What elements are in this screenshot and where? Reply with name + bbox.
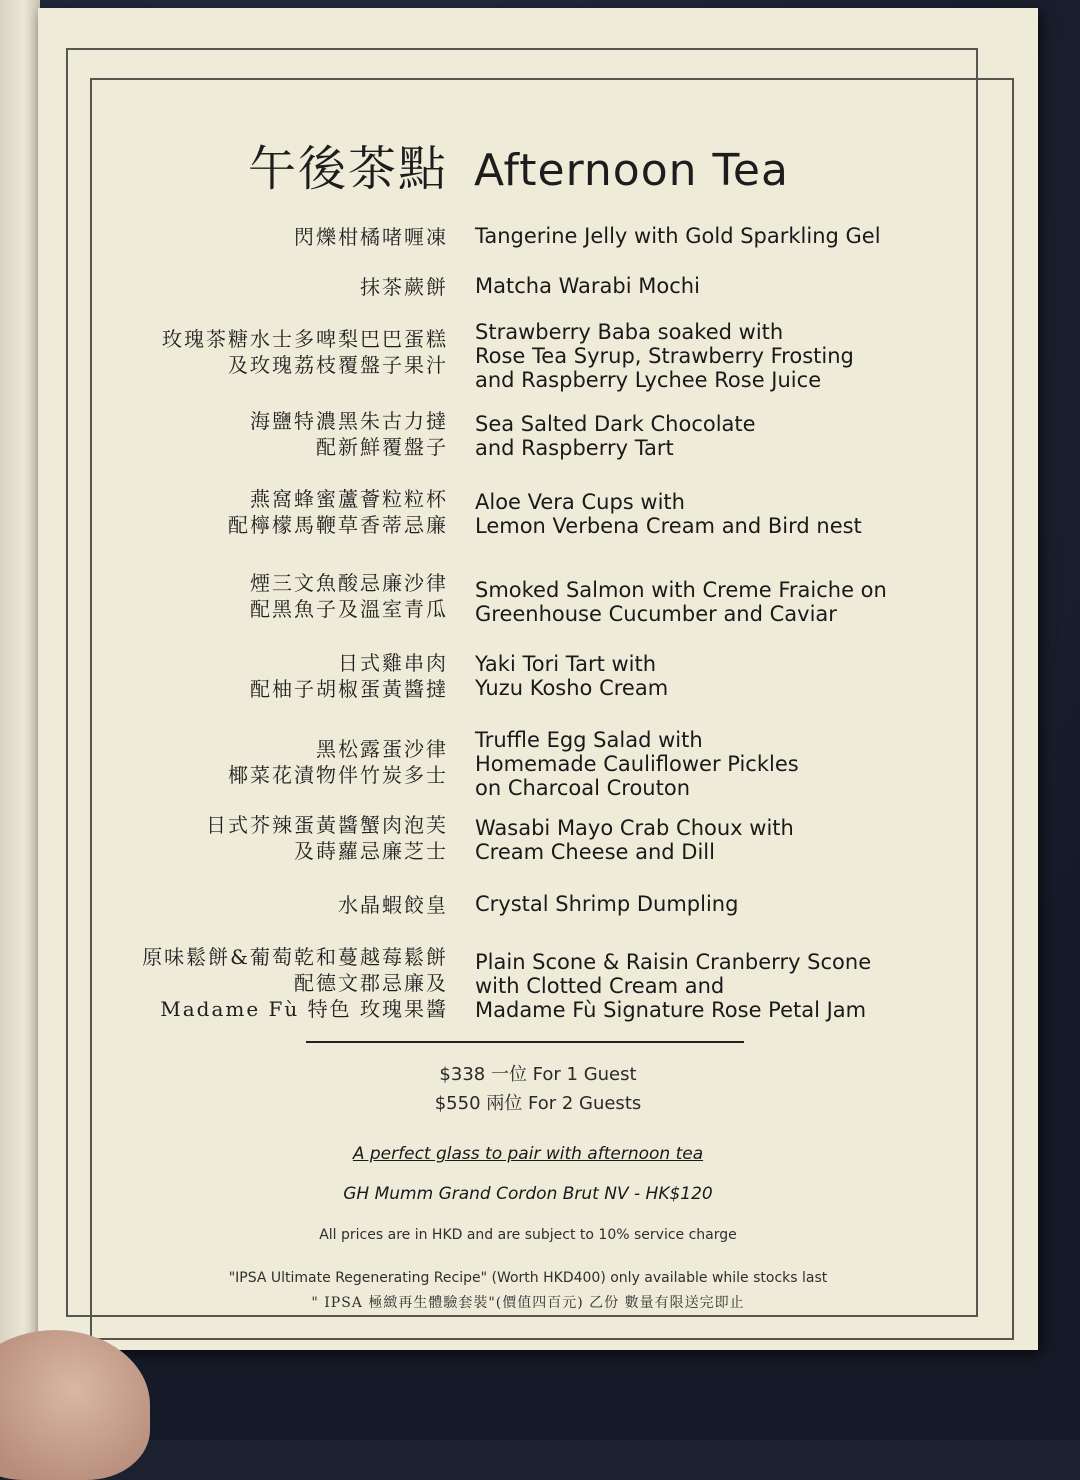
menu-title — [248, 130, 868, 200]
item-name-zh — [250, 650, 448, 702]
item-zh-line: 配新鮮覆盤子 — [316, 435, 448, 459]
item-name-zh — [228, 486, 448, 538]
item-name-en — [475, 578, 887, 626]
item-name-zh — [338, 892, 448, 918]
item-zh-line: 配德文郡忌廉及 — [294, 971, 448, 995]
price-two-guests: $550 兩位 For 2 Guests — [434, 1093, 642, 1114]
item-en-line: Plain Scone & Raisin Cranberry Scone — [475, 950, 872, 974]
item-en-line: Truffle Egg Salad with — [475, 728, 703, 752]
item-en-line: Yuzu Kosho Cream — [475, 676, 669, 700]
item-name-en — [475, 950, 871, 1022]
item-en-line: Matcha Warabi Mochi — [475, 274, 700, 298]
menu-page — [38, 8, 1038, 1350]
item-name-en — [475, 728, 799, 800]
item-name-zh — [250, 570, 448, 622]
price-one-guest: $338 一位 For 1 Guest — [439, 1064, 637, 1085]
item-zh-line: 玫瑰茶糖水士多啤梨巴巴蛋糕 — [162, 327, 448, 351]
item-name-en — [475, 892, 738, 916]
item-zh-line: 海鹽特濃黑朱古力撻 — [250, 409, 448, 433]
pairing-wine: GH Mumm Grand Cordon Brut NV - HK$120 — [343, 1184, 713, 1204]
item-name-zh — [250, 408, 448, 460]
item-zh-line: 及蒔蘿忌廉芝士 — [294, 839, 448, 863]
item-en-line: Homemade Cauliflower Pickles — [475, 752, 799, 776]
item-en-line: and Raspberry Tart — [475, 436, 674, 460]
item-name-zh — [228, 736, 448, 788]
item-zh-line: 閃爍柑橘啫喱凍 — [294, 225, 448, 249]
item-en-line: with Clotted Cream and — [475, 974, 725, 998]
item-en-line: on Charcoal Crouton — [475, 776, 691, 800]
promo-note-english: "IPSA Ultimate Regenerating Recipe" (Worth HKD400) only available while stocks last — [228, 1270, 828, 1286]
item-name-en — [475, 652, 668, 700]
item-en-line: Smoked Salmon with Creme Fraiche on — [475, 578, 887, 602]
item-name-zh — [142, 944, 448, 1022]
item-zh-line: 日式雞串肉 — [338, 651, 448, 675]
title-english: Afternoon Tea — [474, 145, 789, 196]
item-zh-line: 黑松露蛋沙律 — [316, 737, 448, 761]
item-zh-line: 椰菜花漬物伴竹炭多士 — [228, 763, 448, 787]
item-en-line: Strawberry Baba soaked with — [475, 320, 784, 344]
item-en-line: Sea Salted Dark Chocolate — [475, 412, 756, 436]
item-name-zh — [162, 326, 448, 378]
item-en-line: Tangerine Jelly with Gold Sparkling Gel — [475, 224, 881, 248]
item-zh-line: 及玫瑰荔枝覆盤子果汁 — [228, 353, 448, 377]
item-en-line: Greenhouse Cucumber and Caviar — [475, 602, 837, 626]
item-name-en — [475, 274, 700, 298]
item-zh-line: 水晶蝦餃皇 — [338, 893, 448, 917]
promo-note-chinese: " IPSA 極緻再生體驗套裝"(價值四百元) 乙份 數量有限送完即止 — [311, 1295, 745, 1311]
item-zh-line: 原味鬆餅&葡萄乾和蔓越莓鬆餅 — [142, 945, 448, 969]
item-name-zh — [294, 224, 448, 250]
left-page-edge — [0, 0, 40, 1440]
item-en-line: Crystal Shrimp Dumpling — [475, 892, 739, 916]
item-name-zh — [206, 812, 448, 864]
item-en-line: Aloe Vera Cups with — [475, 490, 685, 514]
item-en-line: Yaki Tori Tart with — [475, 652, 657, 676]
item-zh-line: 燕窩蜂蜜蘆薈粒粒杯 — [250, 487, 448, 511]
item-zh-line: 煙三文魚酸忌廉沙律 — [250, 571, 448, 595]
service-charge-note: All prices are in HKD and are subject to 10% service charge — [319, 1227, 737, 1243]
item-name-en — [475, 412, 756, 460]
item-en-line: Lemon Verbena Cream and Bird nest — [475, 514, 862, 538]
item-name-zh — [360, 274, 448, 300]
item-zh-line: 配柚子胡椒蛋黃醬撻 — [250, 677, 448, 701]
pairing-title: A perfect glass to pair with afternoon tea — [352, 1144, 704, 1164]
item-name-en — [475, 224, 881, 248]
item-en-line: Cream Cheese and Dill — [475, 840, 715, 864]
item-zh-line: 配黑魚子及溫室青瓜 — [250, 597, 448, 621]
item-zh-line: Madame Fù 特色 玫瑰果醬 — [160, 997, 448, 1021]
title-chinese: 午後茶點 — [248, 141, 449, 197]
item-zh-line: 抹茶蕨餅 — [360, 275, 448, 299]
price-divider — [306, 1041, 744, 1043]
item-name-en — [475, 490, 862, 538]
item-en-line: Madame Fù Signature Rose Petal Jam — [475, 998, 867, 1022]
item-en-line: and Raspberry Lychee Rose Juice — [475, 368, 822, 392]
item-en-line: Rose Tea Syrup, Strawberry Frosting — [475, 344, 854, 368]
item-en-line: Wasabi Mayo Crab Choux with — [475, 816, 794, 840]
item-zh-line: 日式芥辣蛋黃醬蟹肉泡芙 — [206, 813, 448, 837]
item-name-en — [475, 320, 854, 392]
item-name-en — [475, 816, 794, 864]
item-zh-line: 配檸檬馬鞭草香蒂忌廉 — [228, 513, 448, 537]
